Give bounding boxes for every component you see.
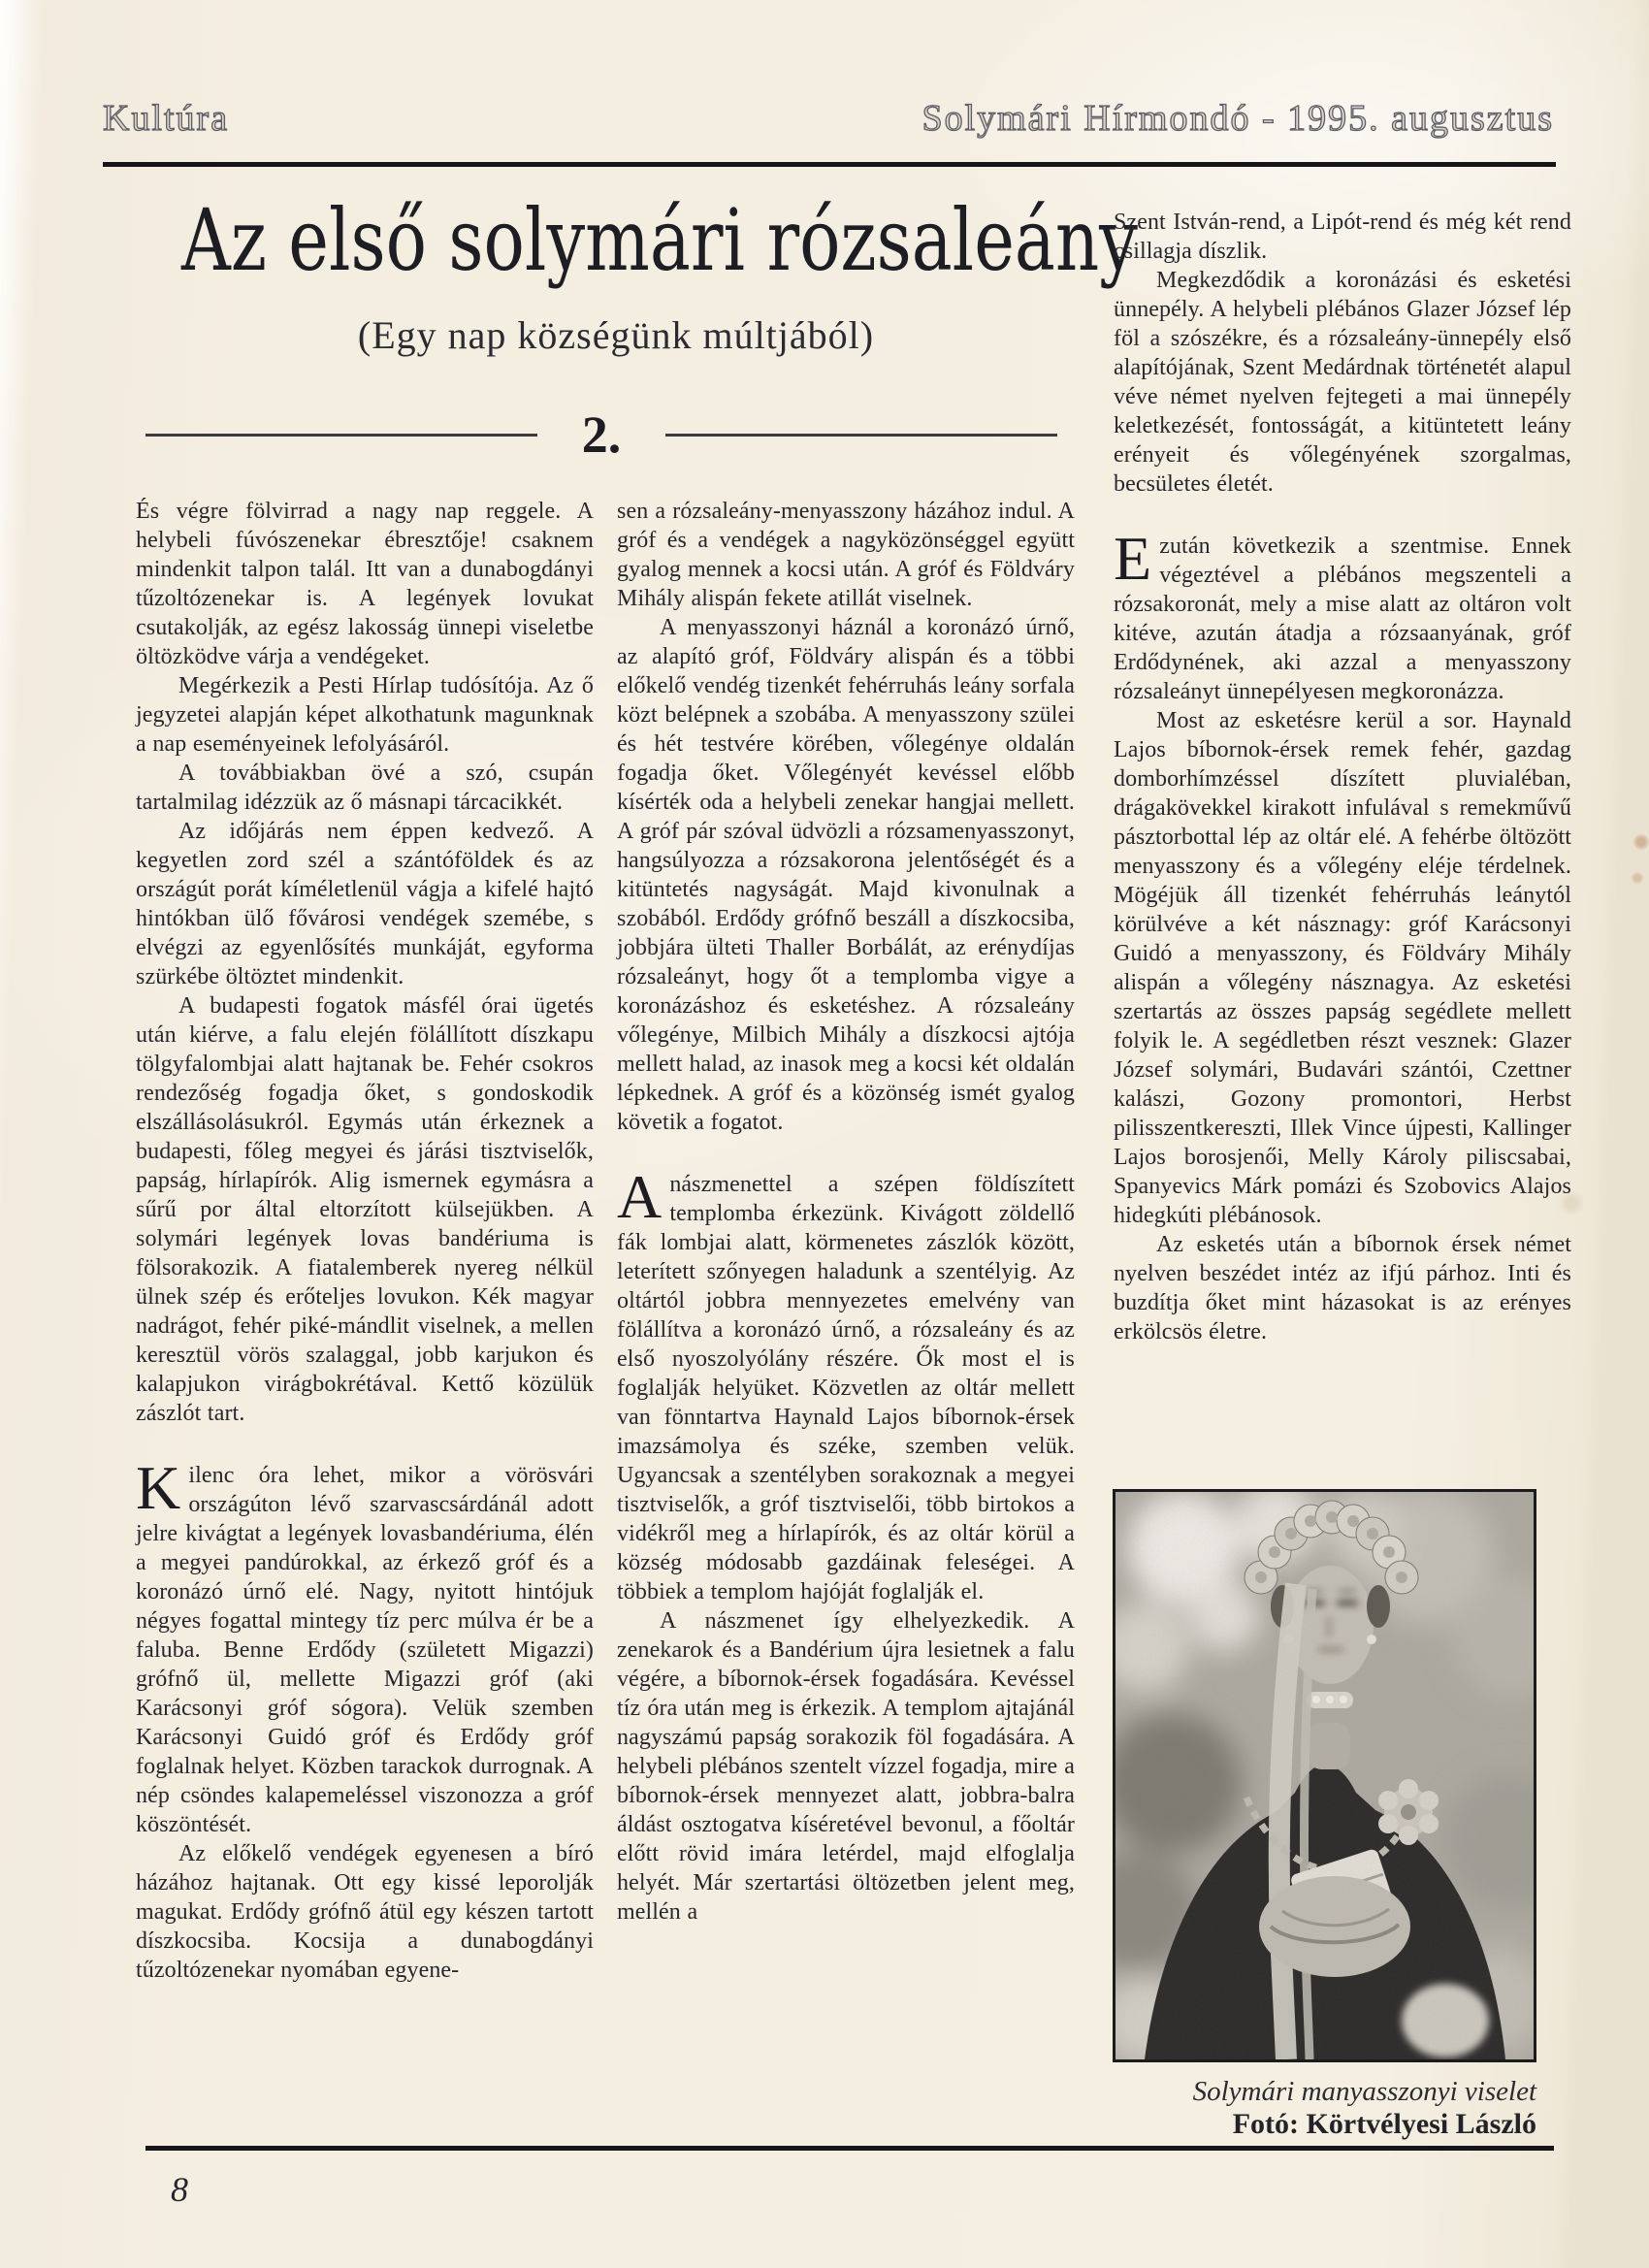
- paragraph: Megérkezik a Pesti Hírlap tudósítója. Az ő jegyzetei alapján képet alkothatunk magunknak a nap eseményeinek lefolyásáról.: [136, 673, 594, 757]
- text-column-2: [617, 497, 1075, 1927]
- photo-caption: [1113, 2076, 1536, 2141]
- article-subtitle: (Egy nap községünk múltjából): [357, 313, 875, 357]
- paragraph: Szent István-rend, a Lipót-rend és még két rend csillagja díszlik.: [1114, 210, 1571, 264]
- section-label: Kultúra: [103, 98, 230, 139]
- bride-photo: [1113, 1489, 1536, 2062]
- part-rule-left: [146, 434, 537, 437]
- drop-cap: E: [1114, 524, 1152, 593]
- paragraph: A továbbiakban övé a szó, csupán tartalmilag idézzük az ő másnapi tárcacikkét.: [136, 761, 594, 815]
- paragraph: Most az esketésre kerül a sor. Haynald Lajos bíbornok-érsek remek fehér, gazdag domborhímzéssel díszített pluvialéban, drágakövekkel kirakott infulával s remekművű pásztorbottal lép az oltár elé. A fehérbe öltözött menyasszony és a vőlegény eléje térdelnek. Mögéjük áll tizenkét fehérruhás leánytól körülvéve a két násznagy: gróf Karácsonyi Guidó a menyasszony, és Földváry Mihály alispán a vőlegény násznagya. Az esketési szertartás az összes papság segédlete mellett folyik le. A segédletben részt vesznek: Glazer József solymári, Budavári szántói, Czettner kalászi, Gozony promontori, Herbst pilisszentkereszti, Illek Vince újpesti, Kallinger Lajos borosjenői, Melly Károly piliscsabai, Spanyevics Márk pomázi és Szobovics Alajos hidegkúti plébánosok.: [1114, 708, 1571, 1228]
- paragraph: Az esketés után a bíbornok érsek német nyelven beszédet intéz az ifjú párhoz. Inti és buzdítja őket mint házasokat is az erényes erkölcsös életre.: [1114, 1232, 1571, 1345]
- part-rule-right: [665, 434, 1057, 437]
- photo-caption-credit: Fotó: Körtvélyesi László: [1232, 2108, 1536, 2140]
- paragraph: És végre fölvirrad a nagy nap reggele. A helybeli fúvószenekar ébresztője! csaknem mindenkit talpon talál. Itt van a dunabogdányi tűzoltózenekar is. A legények lovukat csutakolják, az egész lakosság ünnepi viseletbe öltözködve várja a vendégeket.: [136, 499, 594, 669]
- footer-rule: [146, 2146, 1554, 2151]
- paragraph: Ezután következik a szentmise. Ennek végeztével a plébános megszenteli a rózsakoronát, mely a mise alatt az oltáron volt kitéve, azután átadja a rózsaanyának, gróf Erdődynének, aki azzal a menyasszony rózsaleányt ünnepélyesen megkoronázza.: [1114, 524, 1571, 704]
- page-number: 8: [171, 2170, 188, 2209]
- paragraph: sen a rózsaleány-menyasszony házához indul. A gróf és a vendégek a nagyközönséggel együtt gyalog mennek a kocsi után. A gróf és Földváry Mihály alispán fekete atillát viselnek.: [617, 499, 1075, 611]
- paragraph: Kilenc óra lehet, mikor a vörösvári országúton lévő szarvascsárdánál adott jelre kivágtat a legények lovasbandériuma, élén a megyei pandúrokkal, az érkező gróf és a koronázó úrnő elé. Nagy, nyitott hintójuk négyes fogattal mintegy tíz perc múlva ér be a faluba. Benne Erdődy (született Migazzi) grófnő ül, mellette Migazzi gróf (aki Karácsonyi gróf sógora). Velük szemben Karácsonyi Guidó gróf és Erdődy gróf foglalnak helyet. Közben tarackok durrognak. A nép csöndes kalapemeléssel viszonozza a gróf köszöntését.: [136, 1453, 594, 1837]
- header-rule: [103, 162, 1556, 167]
- photo-caption-title: Solymári manyasszonyi viselet: [1192, 2076, 1536, 2107]
- text-column-1: [136, 497, 594, 1985]
- paragraph: Az előkelő vendégek egyenesen a bíró házához hajtanak. Ott egy kissé leporolják magukat. Erdődy grófnő átül egy készen tartott díszkocsiba. Kocsija a dunabogdányi tűzoltózenekar nyomában egyene-: [136, 1841, 594, 1983]
- part-number: 2.: [581, 405, 622, 464]
- paragraph: Az időjárás nem éppen kedvező. A kegyetlen zord szél a szántóföldek és az országút porát kíméletlenül vágja a kifelé hajtó hintókban ülő fővárosi vendégek szemébe, s elvégzi az egyenlősítés munkáját, egyforma szürkébe öltöztet mindenkit.: [136, 819, 594, 989]
- text-column-3: [1114, 208, 1571, 1346]
- paragraph: Megkezdődik a koronázási és esketési ünnepély. A helybeli plébános Glazer József lép föl a szószékre, és a rózsaleány-ünnepély első alapítójának, Szent Medárdnak történetét alapul véve német nyelven fejtegeti a mai ünnepély keletkezését, fontosságát, a kitüntetett leány erényeit és vőlegényének szorgalmas, becsületes életét.: [1114, 268, 1571, 497]
- drop-cap: A: [617, 1162, 663, 1231]
- issue-label: Solymári Hírmondó - 1995. augusztus: [922, 98, 1554, 139]
- bride-photo-illustration: [1116, 1492, 1534, 2059]
- paragraph: Anászmenettel a szépen földíszített templomba érkezünk. Kivágott zöldellő fák lombjai alatt, körmenetes zászlók között, leterített szőnyegen haladunk a szentélyig. Az oltártól jobbra mennyezetes emelvény van fölállítva a koronázó úrnő, a rózsaleány és az első nyoszolyólány részére. Ők most el is foglalják helyüket. Közvetlen az oltár mellett van fönntartva Haynald Lajos bíbornok-érsek imazsámolya és széke, szemben velük. Ugyancsak a szentélyben sorakoznak a megyei tisztviselők, a gróf tisztviselői, több birtokos a vidékről meg a hírlapírók, és az oltár körül a község módosabb gazdáinak feleségei. A többiek a templom hajóját foglalják el.: [617, 1162, 1075, 1604]
- drop-cap: K: [136, 1453, 181, 1522]
- part-number-row: [146, 396, 1057, 473]
- paragraph: A nászmenet így elhelyezkedik. A zenekarok és a Bandérium újra lesietnek a falu végére, a bíbornok-érsek fogadására. Kevéssel tíz óra után meg is érkezik. A templom ajtajánál nagyszámú papság sorakozik föl fogadására. A helybeli plébános szentelt vízzel fogadja, mire a bíbornok-érsek mennyezet alatt, jobbra-balra áldást osztogatva kíséretével bevonul, a főoltár előtt rövid imára letérdel, majd elfoglalja helyét. Már szertartási öltözetben jelent meg, mellén a: [617, 1608, 1075, 1925]
- article-title: Az első solymári rózsaleány: [181, 190, 1138, 290]
- paragraph: A budapesti fogatok másfél órai ügetés után kiérve, a falu elején fölállított díszkapu tölgyfalombjai alatt hajtanak be. Fehér csokros rendezőség fogadja őket, s gondoskodik elszállásolásukról. Egymás után érkeznek a budapesti, főleg megyei és járási tisztviselők, papság, hírlapírók. Alig ismernek egymásra a sűrű por által eltorzított külsejükben. A solymári legények lovas bandériuma is fölsorakozik. A fiatalemberek nyereg nélkül ülnek szép és erőteljes lovukon. Kék magyar nadrágot, fehér piké-mándlit viselnek, a mellen keresztül vörös szalaggal, jobb karjukon és kalapjukon virágbokrétával. Kettő közülük zászlót tart.: [136, 993, 594, 1426]
- paragraph: A menyasszonyi háznál a koronázó úrnő, az alapító gróf, Földváry alispán és a többi előkelő vendég tizenkét fehérruhás leány sorfala közt belépnek a szobába. A menyasszony szülei és hét testvére körében, vőlegénye oldalán fogadja őket. Vőlegényét kevéssel előbb kísérték oda a helybeli zenekar hangjai mellett. A gróf pár szóval üdvözli a rózsamenyasszonyt, hangsúlyozza a rózsakorona jelentőségét és a kitüntetés nagyságát. Majd kivonulnak a szobából. Erdődy grófnő beszáll a díszkocsiba, jobbjára ülteti Thaller Borbálát, az erénydíjas rózsaleányt, hogy őt a templomba vigye a koronázáshoz és esketéshez. A rózsaleány vőlegénye, Milbich Mihály a díszkocsi ajtója mellett halad, az inasok meg a kocsi két oldalán lépkednek. A gróf és a közönség ismét gyalog követik a fogatot.: [617, 615, 1075, 1135]
